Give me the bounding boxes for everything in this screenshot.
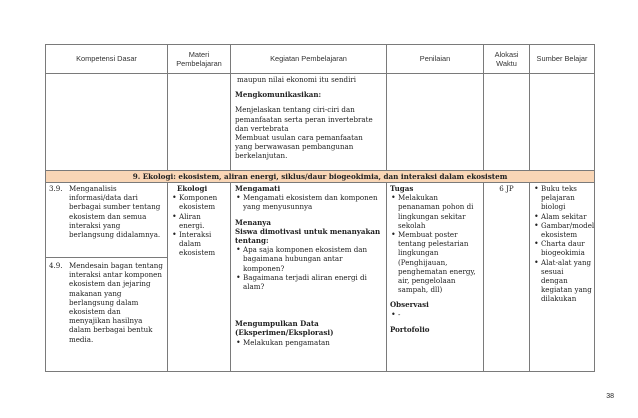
list-item: • Buku teks pelajaran biologi [533, 184, 592, 212]
penilaian-cell [386, 182, 484, 372]
page-number: 38 [606, 393, 614, 400]
list-item: • Interaksi dalam ekosistem [171, 230, 228, 258]
kegiatan-menanya-subtitle: Siswa dimotivasi untuk menanyakan tentang: [235, 226, 381, 246]
cont-materi [167, 73, 231, 171]
list-item: • Mengamati ekosistem dan komponen yang menyusunnya [235, 193, 382, 211]
penilaian-tugas-title: Tugas [390, 184, 414, 193]
penilaian-portofolio-title: Portofolio [390, 324, 430, 334]
list-item: • Melakukan penanaman pohon di lingkungan sekitar sekolah [390, 193, 480, 230]
kd-number: 4.9. [49, 261, 63, 270]
cont-kompetensi [45, 73, 168, 171]
sumber-list [533, 184, 595, 304]
header-kegiatan: Kegiatan Pembelajaran [230, 44, 387, 74]
penilaian-tugas-list [390, 193, 480, 294]
materi-title: Ekologi [177, 184, 208, 193]
list-item: • Komponen ekosistem [171, 193, 228, 211]
kd-text: Menganalisis informasi/data dari berbagai sumber tentang ekosistem dan semua interaksi yang berlangsung didalamnya. [69, 184, 161, 240]
kegiatan-mengumpulkan-title: Mengumpulkan Data (Eksperimen/Eksplorasi) [235, 319, 334, 338]
kd-text: Mendesain bagan tentang interaksi antar komponen ekosistem dan jejaring makanan yang berlangsung dalam ekosistem dan menyajikan hasilnya dalam berbagai bentuk media. [69, 261, 163, 344]
cont-line: maupun nilai ekonomi itu sendiri [237, 75, 356, 84]
kegiatan-menanya-list [235, 245, 382, 291]
cont-kegiatan [230, 73, 387, 171]
list-item: • Gambar/model ekosistem [533, 221, 592, 239]
section-band: 9. Ekologi: ekosistem, aliran energi, siklus/daur biogeokimia, dan interaksi dalam ekosistem [45, 170, 595, 183]
kegiatan-mengamati-title: Mengamati [235, 184, 281, 193]
sumber-cell [529, 182, 595, 372]
penilaian-observasi-title: Observasi [390, 300, 429, 310]
alokasi-value: 6 JP [499, 184, 514, 193]
materi-list [171, 193, 228, 257]
list-item: • Melakukan pengamatan [235, 338, 382, 347]
cont-heading: Mengkomunikasikan: [235, 90, 322, 100]
list-item: • Charta daur biogeokimia [533, 239, 592, 257]
list-item: • Bagaimana terjadi aliran energi di alam? [235, 273, 382, 291]
kd-cell-4-9 [45, 257, 168, 372]
penilaian-observasi-list [390, 310, 480, 319]
list-item: • Apa saja komponen ekosistem dan bagaimana hubungan antar komponen? [235, 245, 382, 273]
cont-sumber [529, 73, 595, 171]
list-item: • Alat-alat yang sesuai dengan kegiatan yang dilakukan [533, 258, 592, 304]
list-item: • Membuat poster tentang pelestarian lingkungan (Penghijauan, penghematan energy, air, pengelolaan sampah, dll) [390, 230, 480, 294]
header-sumber: Sumber Belajar [529, 44, 595, 74]
cont-alokasi [483, 73, 530, 171]
kegiatan-cell [230, 182, 387, 372]
kegiatan-menanya-title: Menanya [235, 217, 271, 227]
alokasi-cell [483, 182, 530, 372]
cont-para2: Membuat usulan cara pemanfaatan yang berwawasan pembangunan berkelanjutan. [235, 133, 363, 161]
list-item: • Aliran energi. [171, 212, 228, 230]
kd-cell-3-9 [45, 182, 168, 258]
materi-cell [167, 182, 231, 372]
kegiatan-mengumpulkan-list [235, 338, 382, 347]
header-alokasi: Alokasi Waktu [483, 44, 530, 74]
cont-para1: Menjelaskan tentang ciri-ciri dan pemanfaatan serta peran invertebrate dan vertebrata [235, 105, 373, 133]
header-penilaian: Penilaian [386, 44, 484, 74]
list-item: • - [390, 310, 480, 319]
header-kompetensi: Kompetensi Dasar [45, 44, 168, 74]
list-item: • Alam sekitar [533, 212, 592, 221]
cont-penilaian [386, 73, 484, 171]
kegiatan-mengamati-list [235, 193, 382, 211]
kd-number: 3.9. [49, 184, 63, 193]
header-materi: Materi Pembelajaran [167, 44, 231, 74]
